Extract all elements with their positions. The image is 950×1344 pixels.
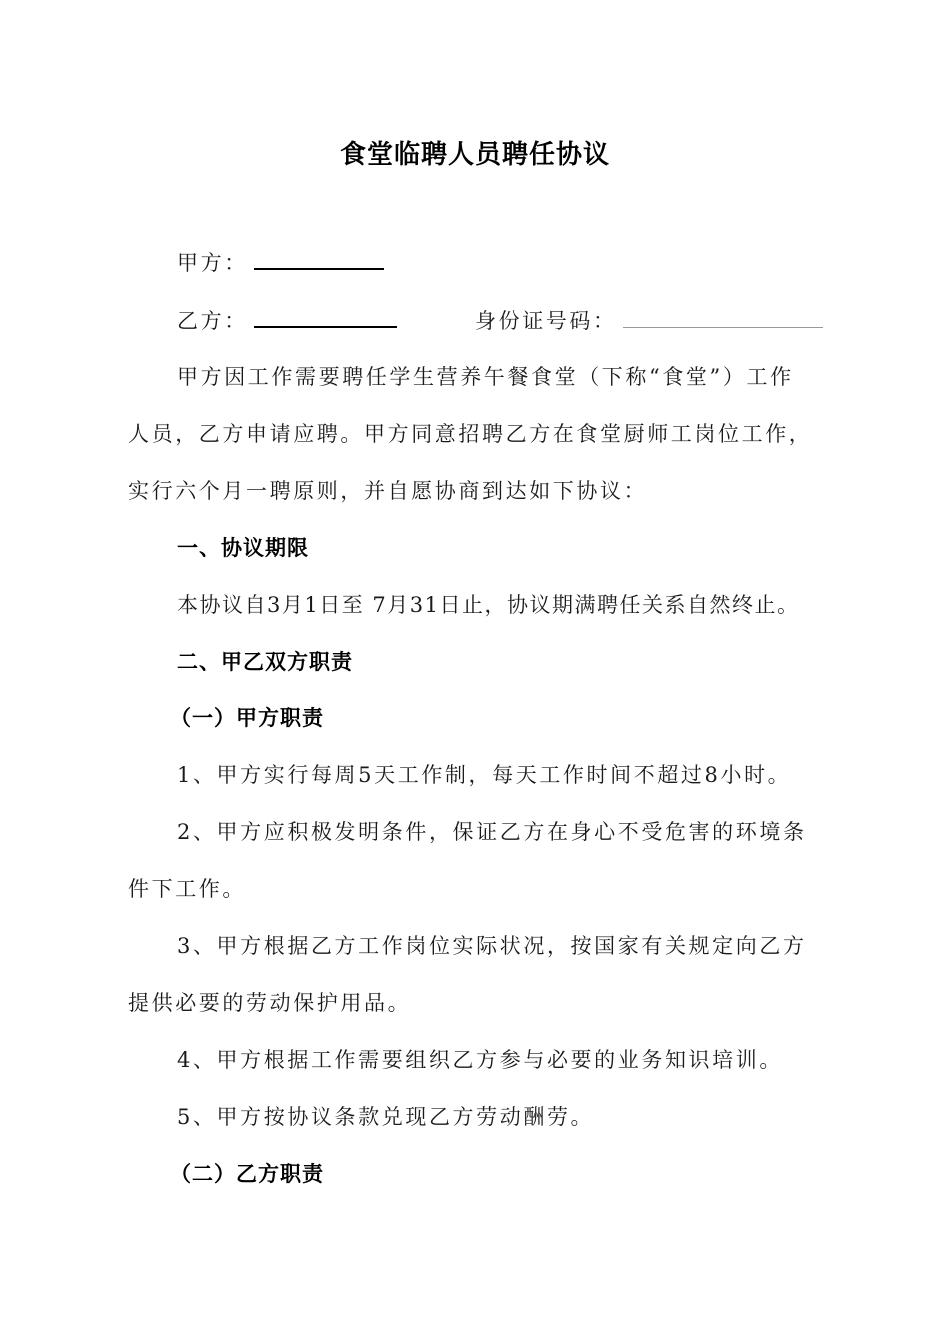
section-2-heading: 二、甲乙双方职责 [177, 650, 353, 674]
sub-section-2-heading: （二）乙方职责 [170, 1162, 324, 1186]
party-a-label: 甲方： [177, 251, 248, 275]
party-a-line [177, 248, 384, 278]
intro-line-1: 甲方因工作需要聘任学生营养午餐食堂（下称“食堂”）工作 [177, 365, 794, 389]
party-b-blank[interactable] [254, 325, 397, 328]
id-number-line [475, 306, 823, 336]
section-1-text: 本协议自3月1日至 7月31日止，协议期满聘任关系自然终止。 [177, 593, 800, 617]
intro-line-2: 人员，乙方申请应聘。甲方同意招聘乙方在食堂厨师工岗位工作， [128, 422, 813, 446]
document-title: 食堂临聘人员聘任协议 [339, 140, 610, 170]
item-4: 4、甲方根据工作需要组织乙方参与必要的业务知识培训。 [177, 1048, 783, 1072]
party-b-label: 乙方： [177, 309, 248, 333]
id-number-blank[interactable] [623, 326, 823, 328]
item-1: 1、甲方实行每周5天工作制，每天工作时间不超过8小时。 [177, 763, 792, 787]
item-3-line-1: 3、甲方根据乙方工作岗位实际状况，按国家有关规定向乙方 [177, 934, 807, 958]
item-2-line-2: 件下工作。 [128, 877, 246, 901]
party-a-blank[interactable] [254, 267, 384, 270]
intro-line-3: 实行六个月一聘原则，并自愿协商到达如下协议： [128, 479, 648, 503]
section-1-heading: 一、协议期限 [177, 536, 309, 560]
id-number-label: 身份证号码： [475, 309, 617, 333]
party-b-line [177, 306, 397, 336]
item-2-line-1: 2、甲方应积极发明条件，保证乙方在身心不受危害的环境条 [177, 820, 807, 844]
item-3-line-2: 提供必要的劳动保护用品。 [128, 991, 412, 1015]
sub-section-1-heading: （一）甲方职责 [170, 706, 324, 730]
item-5: 5、甲方按协议条款兑现乙方劳动酬劳。 [177, 1105, 595, 1129]
